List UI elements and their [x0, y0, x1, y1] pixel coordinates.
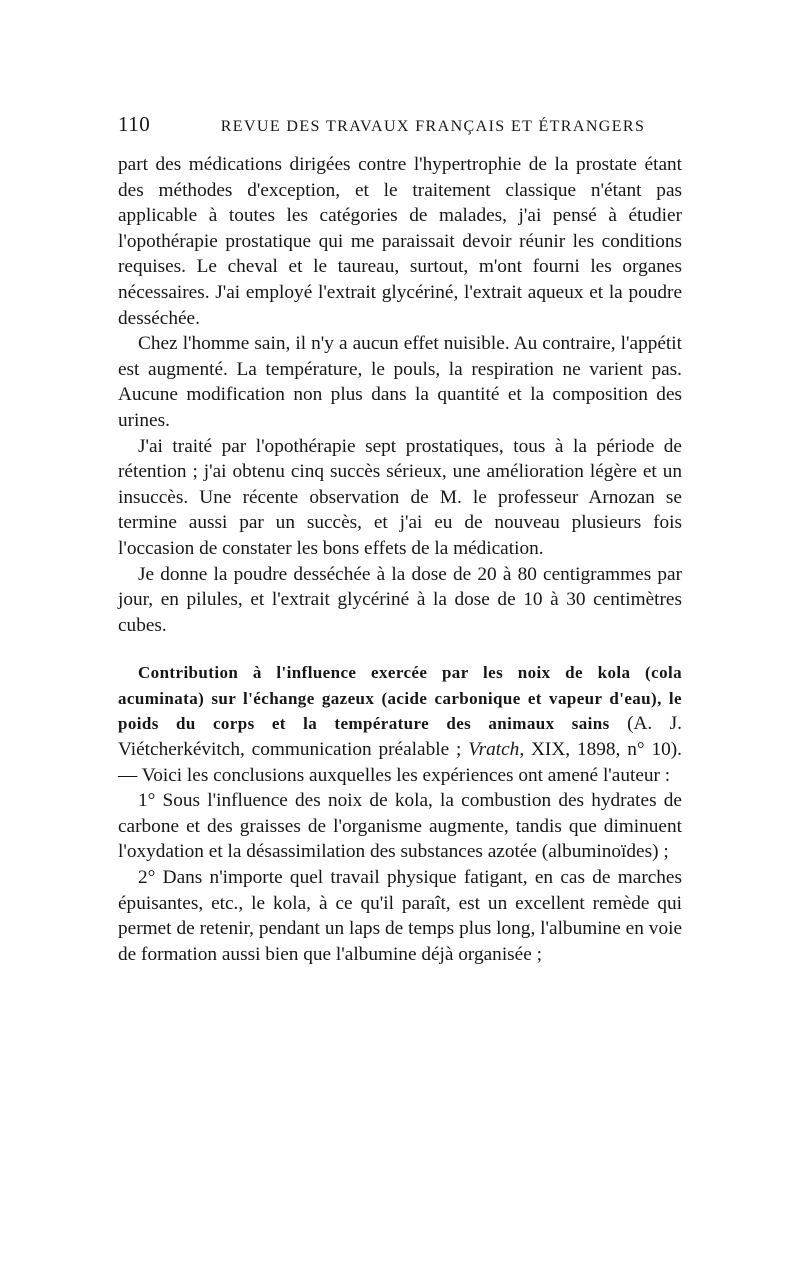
paragraph-continuation: part des médications dirigées contre l'hypertrophie de la prostate étant des méthodes d'exception, et le traitement classique n'étant pas applicable à toutes les catégories de malades, j'ai pensé à étudier l'opothérapie prostatique qui me paraissait devoir réunir les conditions requises. Le cheval et le taureau, surtout, m'ont fourni les organes nécessaires. J'ai employé l'extrait glycériné, l'extrait aqueux et la poudre desséchée.: [118, 154, 682, 329]
section-kola: [118, 660, 682, 788]
page-header: [118, 112, 682, 148]
page-number: 110: [118, 112, 151, 136]
conclusion-item-2: 2° Dans n'importe quel travail physique fatigant, en cas de marches épuisantes, etc., le kola, à ce qu'il paraît, est un excellent remède qui permet de retenir, pendant un laps de temps plus long, l'albumine en voie de formation aussi bien que l'albumine déjà organisée ;: [118, 867, 682, 965]
citation-after: , XIX, 1898, n° 10). — Voici les conclusions auxquelles les expériences ont amené l'auteur :: [118, 739, 682, 786]
conclusion-item-1: 1° Sous l'influence des noix de kola, la combustion des hydrates de carbone et des graisses de l'organisme augmente, tandis que diminuent l'oxydation et la désassimilation des substances azotée (albuminoïdes) ;: [118, 790, 682, 863]
running-title: REVUE DES TRAVAUX FRANÇAIS ET ÉTRANGERS: [220, 118, 646, 135]
citation-journal: Vratch: [468, 739, 520, 761]
page: [118, 112, 682, 967]
paragraph-results: J'ai traité par l'opothérapie sept prostatiques, tous à la période de rétention ; j'ai obtenu cinq succès sérieux, une amélioration légère et un insuccès. Une récente observation de M. le professeur Arnozan se termine aussi par un succès, et j'ai eu de nouveau plusieurs fois l'occasion de constater les bons effets de la médication.: [118, 435, 682, 559]
paragraph-effects: Chez l'homme sain, il n'y a aucun effet nuisible. Au contraire, l'appétit est augmenté. La température, le pouls, la respiration ne varient pas. Aucune modification non plus dans la quantité et la composition des urines.: [118, 333, 682, 431]
paragraph-dosage: Je donne la poudre desséchée à la dose de 20 à 80 centigrammes par jour, en pilules, et l'extrait glycériné à la dose de 10 à 30 centimètres cubes.: [118, 563, 682, 636]
section-title: Contribution à l'influence exercée par les noix de kola (cola acuminata) sur l'échange gazeux (acide carbonique et vapeur d'eau), le poids du corps et la température des animaux sains: [118, 663, 682, 734]
citation-before: (A. J. Viétcherkévitch, communication préalable ;: [118, 713, 682, 761]
